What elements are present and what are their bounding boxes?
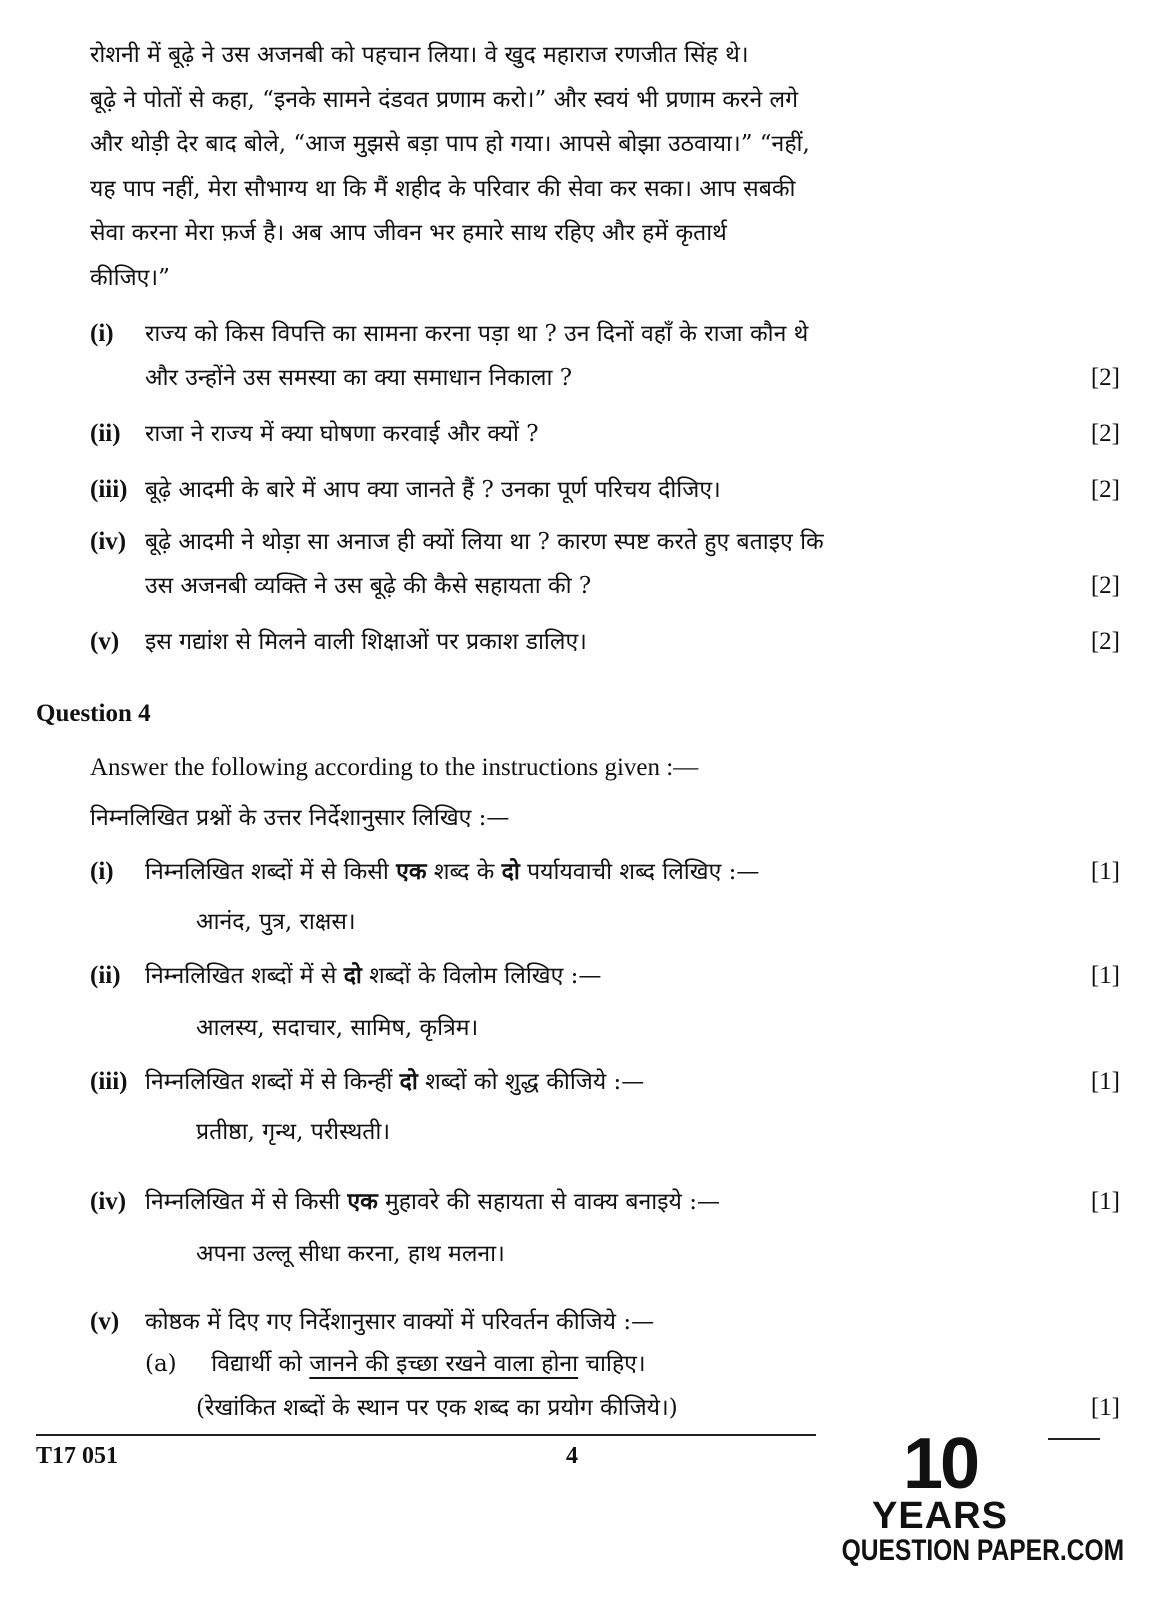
instruction-hindi: निम्नलिखित प्रश्नों के उत्तर निर्देशानुसार लिखिए :— (90, 805, 510, 831)
marks: [2] (1090, 364, 1120, 391)
passage (90, 33, 1025, 300)
marks: [2] (1090, 476, 1120, 503)
text-segment: निम्नलिखित में से किसी (145, 1189, 348, 1215)
sub-part-a-note: (रेखांकित शब्दों के स्थान पर एक शब्द का प्रयोग कीजिये।) (196, 1395, 678, 1421)
text-segment: शब्दों को शुद्ध कीजिये :— (417, 1069, 645, 1095)
page-number: 4 (566, 1443, 578, 1469)
part-text (145, 312, 1025, 400)
marks: [1] (1090, 962, 1120, 989)
passage-line: रोशनी में बूढ़े ने उस अजनबी को पहचान लिया। वे खुद महाराज रणजीत सिंह थे। (90, 42, 749, 68)
word-list: आनंद, पुत्र, राक्षस। (196, 909, 356, 935)
idiom-list: अपना उल्लू सीधा करना, हाथ मलना। (196, 1241, 505, 1267)
question-heading: Question 4 (36, 700, 151, 727)
part-number: (v) (90, 628, 120, 655)
part-text (145, 954, 1025, 998)
text-segment: निम्नलिखित शब्दों में से किन्हीं (145, 1069, 400, 1095)
bold-word: दो (343, 962, 362, 989)
text-segment: शब्दों के विलोम लिखिए :— (361, 963, 602, 989)
text-segment: निम्नलिखित शब्दों में से (145, 963, 344, 989)
marks: [2] (1090, 420, 1120, 447)
word-list: आलस्य, सदाचार, सामिष, कृत्रिम। (196, 1015, 479, 1041)
part-number: (ii) (90, 962, 121, 989)
part-number: (v) (90, 1308, 120, 1335)
bold-word: एक (347, 1188, 378, 1215)
marks: [1] (1090, 1188, 1120, 1215)
bold-word: एक (396, 858, 427, 885)
marks: [1] (1090, 1394, 1120, 1421)
footer-rule (36, 1434, 816, 1436)
part-text (145, 850, 1045, 894)
part-text: बूढ़े आदमी के बारे में आप क्या जानते हैं ? उनका पूर्ण परिचय दीजिए। (145, 477, 721, 503)
sub-part-a (145, 1342, 646, 1386)
marks: [2] (1090, 628, 1120, 655)
part-number: (i) (90, 858, 114, 885)
passage-line: और थोड़ी देर बाद बोले, “आज मुझसे बड़ा पाप हो गया। आपसे बोझा उठवाया।” “नहीं, (90, 131, 810, 157)
part-number: (iv) (90, 1188, 127, 1215)
part-text: राजा ने राज्य में क्या घोषणा करवाई और क्यों ? (145, 421, 539, 447)
part-text: इस गद्यांश से मिलने वाली शिक्षाओं पर प्रकाश डालिए। (145, 629, 587, 655)
watermark-years: YEARS (872, 1495, 1008, 1537)
passage-line: सेवा करना मेरा फ़र्ज है। अब आप जीवन भर हमारे साथ रहिए और हमें कृतार्थ (90, 220, 727, 246)
bold-word: दो (399, 1068, 418, 1095)
marks: [1] (1090, 1068, 1120, 1095)
part-line: राज्य को किस विपत्ति का सामना करना पड़ा था ? उन दिनों वहाँ के राजा कौन थे (145, 321, 809, 347)
part-number: (iii) (90, 1068, 128, 1095)
underlined-phrase: जानने की इच्छा रखने वाला होना (309, 1351, 579, 1377)
text-segment: निम्नलिखित शब्दों में से किसी (145, 859, 397, 885)
sentence-post: चाहिए। (578, 1351, 646, 1377)
part-text (145, 1060, 1025, 1104)
passage-line: बूढ़े ने पोतों से कहा, “इनके सामने दंडवत प्रणाम करो।” और स्वयं भी प्रणाम करने लगे (90, 86, 799, 113)
part-text (145, 520, 1025, 608)
text-segment: मुहावरे की सहायता से वाक्य बनाइये :— (377, 1189, 720, 1215)
passage-line: यह पाप नहीं, मेरा सौभाग्य था कि मैं शहीद के परिवार की सेवा कर सका। आप सबकी (90, 175, 796, 202)
word-list: प्रतीष्ठा, गृन्थ, परीस्थती। (196, 1119, 391, 1145)
part-line: बूढ़े आदमी ने थोड़ा सा अनाज ही क्यों लिया था ? कारण स्पष्ट करते हुए बताइए कि (145, 529, 824, 555)
part-line: उस अजनबी व्यक्ति ने उस बूढ़े की कैसे सहायता की ? (145, 573, 592, 599)
watermark-number: 10 (902, 1424, 978, 1504)
text-segment: शब्द के (426, 859, 502, 885)
sentence-pre: विद्यार्थी को (211, 1351, 310, 1377)
part-number: (i) (90, 320, 114, 347)
passage-line: कीजिए।” (90, 264, 170, 291)
bold-word: दो (501, 858, 520, 885)
watermark-site: QUESTION PAPER.COM (841, 1534, 1125, 1567)
part-text: कोष्ठक में दिए गए निर्देशानुसार वाक्यों में परिवर्तन कीजिये :— (145, 1309, 655, 1335)
paper-code: T17 051 (36, 1443, 119, 1469)
part-text (145, 1180, 1025, 1224)
marks: [2] (1090, 572, 1120, 599)
watermark-logo (820, 1424, 1125, 1568)
sub-part-label: (a) (145, 1351, 177, 1377)
part-line: और उन्होंने उस समस्या का क्या समाधान निकाला ? (145, 365, 573, 391)
part-number: (iv) (90, 528, 127, 555)
part-number: (ii) (90, 420, 121, 447)
text-segment: पर्यायवाची शब्द लिखिए :— (519, 859, 760, 885)
instruction-english: Answer the following according to the instructions given :— (90, 754, 699, 781)
marks: [1] (1090, 858, 1120, 885)
part-number: (iii) (90, 476, 128, 503)
